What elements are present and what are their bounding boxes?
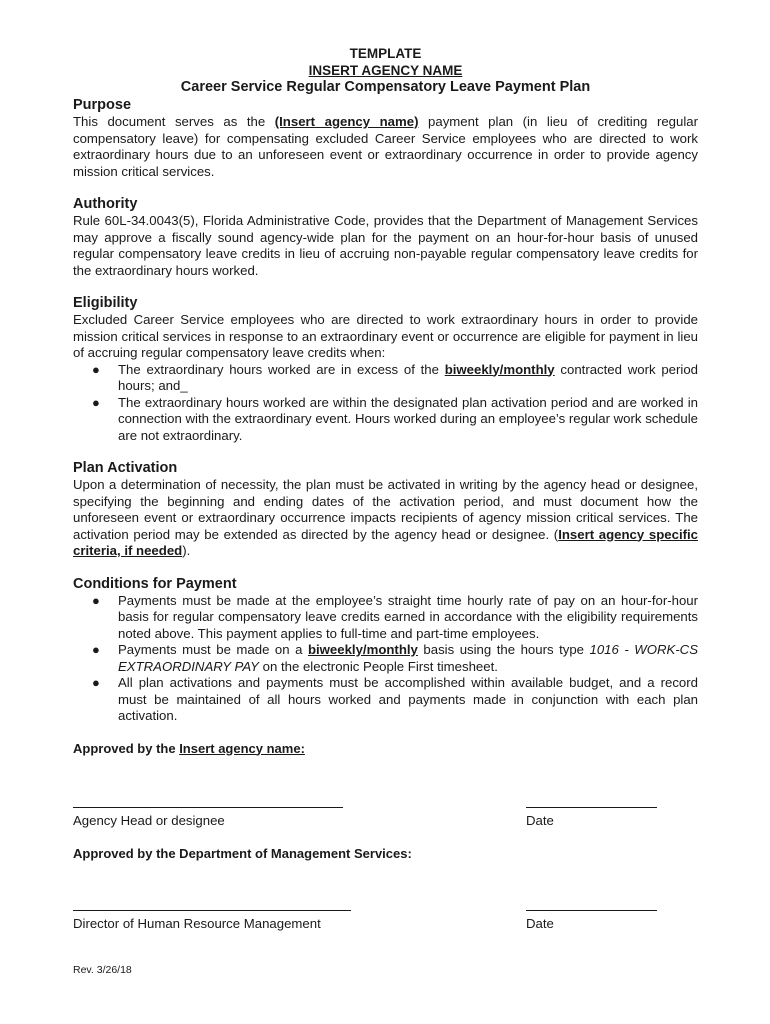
dms-date-line[interactable] — [526, 896, 657, 911]
eligibility-section — [73, 295, 698, 444]
eligibility-text: Excluded Career Service employees who are directed to work extraordinary hours in order to provide mission critical services in response to an extraordinary event or occurrence are eligible for payment in lieu of accruing regular compensatory leave credits when: — [73, 312, 698, 360]
bullet-icon: ● — [92, 394, 100, 410]
agency-signature-labels — [73, 813, 698, 833]
bullet-icon: ● — [92, 361, 100, 377]
director-signature-line[interactable] — [73, 896, 351, 911]
agency-head-label: Agency Head or designee — [73, 812, 225, 828]
dms-signature-lines — [73, 896, 698, 916]
template-label: TEMPLATE — [349, 46, 422, 61]
activation-text: Upon a determination of necessity, the plan must be activated in writing by the agency head or designee, specifying the beginning and ending dates of the activation period, and must document how the unforeseen event or extraordinary occurrence impacts recipients of agency mission critical services. The activation period may be extended as directed by the agency head or designee. (Insert agency specific criteria, if needed). — [73, 477, 698, 558]
list-item: ● The extraordinary hours worked are within the designated plan activation period and are worked in connection with the extraordinary event. Hours worked during an employee’s regular work schedule are not extraordinary. — [92, 394, 698, 443]
bullet-icon: ● — [92, 592, 100, 608]
conditions-heading: Conditions for Payment — [73, 575, 237, 592]
activation-heading: Plan Activation — [73, 460, 178, 476]
document-page — [73, 46, 698, 936]
dms-date-label: Date — [526, 915, 554, 931]
authority-text: Rule 60L-34.0043(5), Florida Administrative Code, provides that the Department of Management Services may approve a fiscally sound agency-wide plan for the payment on an hour-for-hour basis of unused regular compensatory leave credits in lieu of accruing non-payable regular compensatory leave credits for the extraordinary hours worked. — [73, 213, 698, 278]
agency-date-line[interactable] — [526, 793, 657, 808]
director-label: Director of Human Resource Management — [73, 915, 321, 931]
purpose-heading: Purpose — [73, 97, 132, 113]
list-item: ● Payments must be made at the employee’s straight time hourly rate of pay on an hour-for-hour basis for regular compensatory leave credits earned in accordance with the eligibility requirements noted above. This payment applies to full-time and part-time employees. — [92, 592, 698, 641]
conditions-section — [73, 576, 698, 725]
list-item: ● Payments must be made on a biweekly/monthly basis using the hours type 1016 - WORK-CS EXTRAORDINARY PAY on the electronic People First timesheet. — [92, 642, 699, 674]
activation-section — [73, 460, 698, 560]
purpose-text: This document serves as the (Insert agency name) payment plan (in lieu of crediting regular compensatory leave) for compensating excluded Career Service employees who are directed to work extraordinary hours due to an unforeseen event or extraordinary occurrence in order to provide agency mission critical services. — [73, 114, 698, 179]
bullet-icon: ● — [92, 675, 100, 690]
agency-head-signature-line[interactable] — [73, 793, 343, 808]
agency-approval-heading: Approved by the Insert agency name: — [73, 740, 305, 756]
agency-name-placeholder: INSERT AGENCY NAME — [308, 62, 463, 78]
dms-signature-labels — [73, 916, 698, 936]
dms-approval-heading: Approved by the Department of Management Services: — [73, 845, 412, 861]
agency-signature-lines — [73, 793, 698, 813]
revision-date: Rev. 3/26/18 — [73, 964, 132, 976]
list-item: ● All plan activations and payments must be accomplished within available budget, and a record must be maintained of all hours worked and payments made in conjunction with each plan activation. — [92, 675, 698, 723]
agency-name-insert: (Insert agency name) — [274, 114, 419, 129]
purpose-section — [73, 97, 698, 180]
agency-date-label: Date — [526, 812, 554, 828]
document-title: Career Service Regular Compensatory Leave Payment Plan — [180, 79, 591, 95]
authority-section — [73, 196, 698, 279]
list-item: ● The extraordinary hours worked are in excess of the biweekly/monthly contracted work period hours; and_ — [92, 361, 698, 393]
eligibility-heading: Eligibility — [73, 295, 138, 311]
authority-heading: Authority — [73, 196, 138, 212]
conditions-list — [73, 593, 698, 725]
eligibility-list — [73, 362, 698, 445]
bullet-icon: ● — [92, 642, 100, 657]
